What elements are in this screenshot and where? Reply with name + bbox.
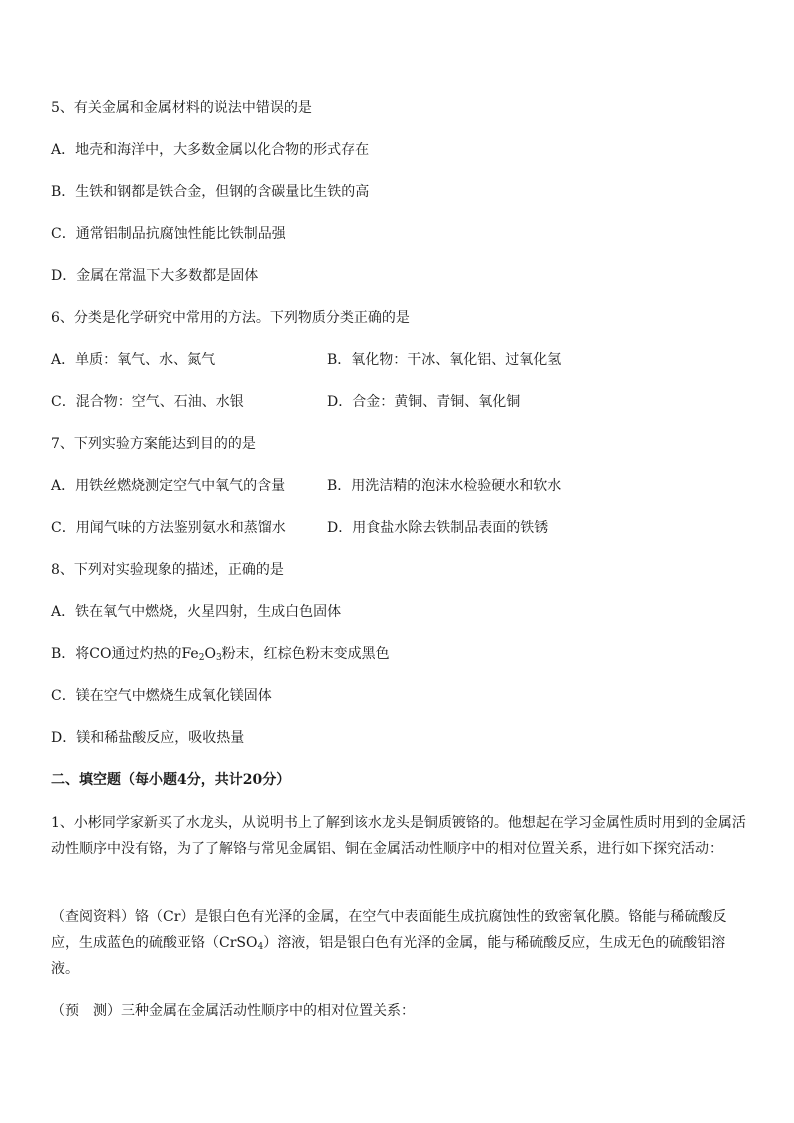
q8-option-b xyxy=(51,644,390,664)
q5-stem: 5、有关金属和金属材料的说法中错误的是 xyxy=(51,100,312,116)
fill1-intro: 1、小彬同学家新买了水龙头，从说明书上了解到该水龙头是铜质镀铬的。他想起在学习金属性质时用到的金属活动性顺序中没有铬，为了了解铬与常见金属铝、铜在金属活动性顺序中的相对位置关系，进行如下探究活动： xyxy=(51,815,746,857)
q8-stem: 8、下列对实验现象的描述，正确的是 xyxy=(51,562,284,578)
q8-option-b-sub1: 2 xyxy=(198,653,205,663)
q8-option-d: D．镁和稀盐酸反应，吸收热量 xyxy=(51,730,245,746)
fill1-info-sub: 4 xyxy=(257,942,264,952)
fill1-info-pre: （查阅资料）铬（Cr）是银白色有光泽的金属，在空气中表面能生成抗腐蚀性的致密氧化膜。铬能与稀硫酸反应，生成蓝色的硫酸亚铬（CrSO xyxy=(51,909,727,951)
q8-option-b-sub2: 3 xyxy=(215,653,222,663)
q6-stem: 6、分类是化学研究中常用的方法。下列物质分类正确的是 xyxy=(51,310,410,326)
fill1-info xyxy=(51,904,751,982)
q8-option-a: A．铁在氧气中燃烧，火星四射，生成白色固体 xyxy=(51,604,342,620)
q8-option-c: C．镁在空气中燃烧生成氧化镁固体 xyxy=(51,688,272,704)
q8-option-b-mid: O xyxy=(204,646,216,662)
q7-option-a: A．用铁丝燃烧测定空气中氧气的含量 xyxy=(51,478,286,494)
q8-option-b-post: 粉末，红棕色粉末变成黑色 xyxy=(221,646,390,662)
q6-option-a: A．单质：氧气、水、氮气 xyxy=(51,352,216,368)
q6-option-b: B．氧化物：干冰、氧化铝、过氧化氢 xyxy=(327,352,562,368)
q5-option-a: A．地壳和海洋中，大多数金属以化合物的形式存在 xyxy=(51,142,370,158)
fill1-info-post: ）溶液，铝是银白色有光泽的金属，能与稀硫酸反应，生成无色的硫酸铝溶液。 xyxy=(51,935,726,977)
q8-option-b-pre: B．将CO通过灼热的Fe xyxy=(51,646,199,662)
q5-option-c: C．通常铝制品抗腐蚀性能比铁制品强 xyxy=(51,226,286,242)
q7-stem: 7、下列实验方案能达到目的的是 xyxy=(51,436,256,452)
q6-option-c: C．混合物：空气、石油、水银 xyxy=(51,394,244,410)
q5-option-d: D．金属在常温下大多数都是固体 xyxy=(51,268,259,284)
q5-option-b: B．生铁和钢都是铁合金，但钢的含碳量比生铁的高 xyxy=(51,184,370,200)
q6-option-d: D．合金：黄铜、青铜、氧化铜 xyxy=(327,394,521,410)
q7-option-b: B．用洗洁精的泡沫水检验硬水和软水 xyxy=(327,478,562,494)
fill1-predict: （预 测）三种金属在金属活动性顺序中的相对位置关系： xyxy=(51,1003,415,1019)
q7-option-d: D．用食盐水除去铁制品表面的铁锈 xyxy=(327,520,549,536)
q7-option-c: C．用闻气味的方法鉴别氨水和蒸馏水 xyxy=(51,520,286,536)
section-heading: 二、填空题（每小题4分，共计20分） xyxy=(51,772,291,788)
